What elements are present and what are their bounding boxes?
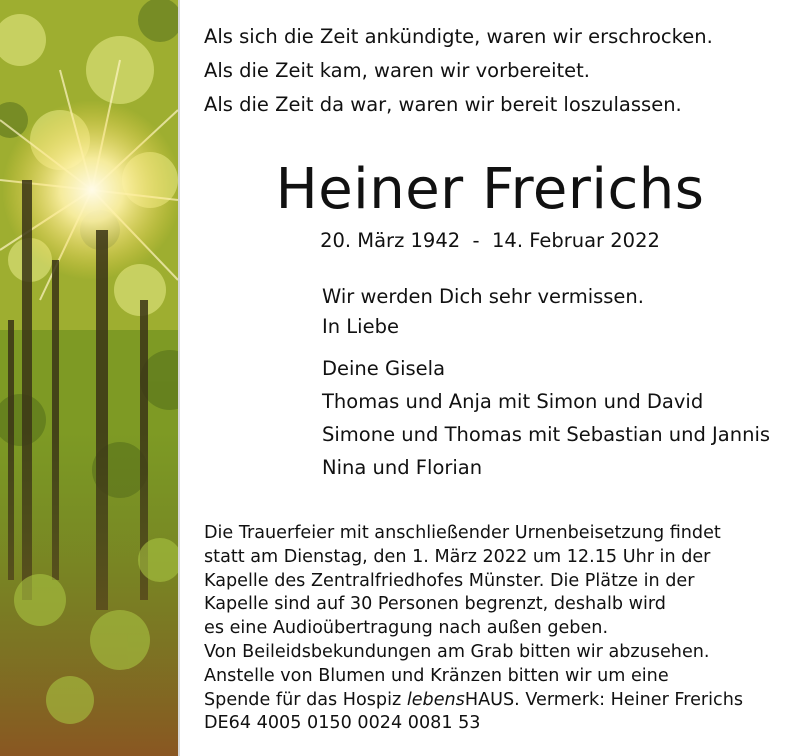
birth-date: 20. März 1942 [320,229,461,252]
divider [178,0,180,756]
funeral-notice [204,522,794,736]
family-member: Deine Gisela [322,357,446,380]
poem-line: Als die Zeit kam, waren wir vorbereitet. [204,59,590,82]
donation-prefix: Spende für das Hospiz [204,689,407,710]
date-separator: - [472,229,480,252]
notice-line: statt am Dienstag, den 1. März 2022 um 12.15 Uhr in der [204,546,711,567]
farewell-message [322,282,644,342]
donation-line [204,689,794,713]
family-member: Thomas und Anja mit Simon und David [322,390,704,413]
poem [204,20,784,122]
notice-line: Kapelle des Zentralfriedhofes Münster. Die Plätze in der [204,570,695,591]
forest-sunlight-photo [0,0,178,756]
family-member: Simone und Thomas mit Sebastian und Jannis [322,423,771,446]
message-line: In Liebe [322,315,399,338]
family-member: Nina und Florian [322,456,483,479]
family-list [322,352,770,484]
message-line: Wir werden Dich sehr vermissen. [322,285,644,308]
notice-line: Die Trauerfeier mit anschließender Urnenbeisetzung findet [204,523,721,543]
hospice-name-italic: lebens [406,689,465,710]
iban: DE64 4005 0150 0024 0081 53 [204,713,481,734]
death-date: 14. Februar 2022 [492,229,660,252]
poem-line: Als sich die Zeit ankündigte, waren wir erschrocken. [204,25,713,48]
notice-line: Von Beileidsbekundungen am Grab bitten wir abzusehen. [204,641,710,662]
hospice-name-rest: HAUS. Vermerk: Heiner Frerichs [464,689,744,710]
poem-line: Als die Zeit da war, waren wir bereit loszulassen. [204,93,682,116]
deceased-name: Heiner Frerichs [275,157,705,222]
notice-line: Anstelle von Blumen und Kränzen bitten wir um eine [204,665,669,686]
notice-line: Kapelle sind auf 30 Personen begrenzt, deshalb wird [204,594,666,615]
life-dates [180,226,800,256]
notice-line: es eine Audioübertragung nach außen geben. [204,618,609,639]
